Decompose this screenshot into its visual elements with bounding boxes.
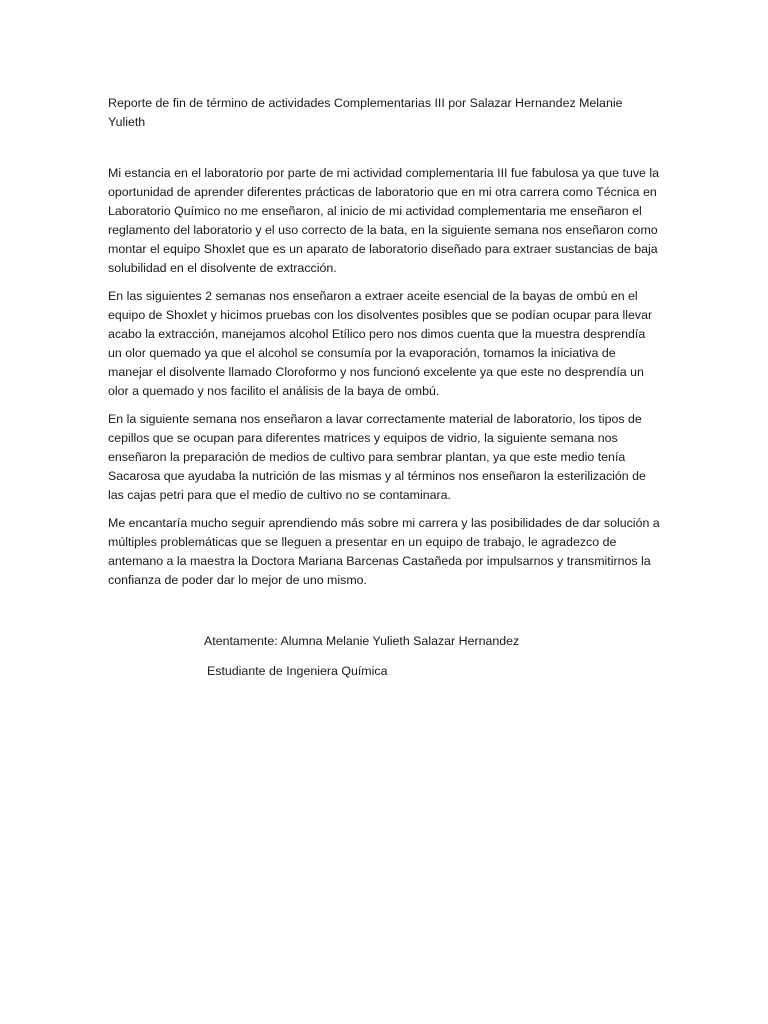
signature-closing: Atentamente: Alumna Melanie Yulieth Salazar Hernandez bbox=[204, 634, 520, 648]
document-title: Reporte de fin de término de actividades Complementarias III por Salazar Hernandez Melanie Yulieth bbox=[108, 96, 623, 129]
paragraph-lab-stay: Mi estancia en el laboratorio por parte de mi actividad complementaria III fue fabulosa ya que tuve la oportunidad de aprender diferentes prácticas de laboratorio que en mi otra carrera como Técnica en Laboratorio Químico no me enseñaron, al inicio de mi actividad complementaria me enseñaron el reglamento del laboratorio y el uso correcto de la bata, en la siguiente semana nos enseñaron como montar el equipo Shoxlet que es un aparato de laboratorio diseñado para extraer sustancias de baja solubilidad en el disolvente de extracción. bbox=[108, 166, 660, 275]
document-body bbox=[108, 164, 660, 599]
paragraph-gratitude: Me encantaría mucho seguir aprendiendo más sobre mi carrera y las posibilidades de dar solución a múltiples problemáticas que se lleguen a presentar en un equipo de trabajo, le agradezco de antemano a la maestra la Doctora Mariana Barcenas Castañeda por impulsarnos y transmitirnos la confianza de poder dar lo mejor de uno mismo. bbox=[108, 516, 660, 587]
signature-role: Estudiante de Ingeniera Química bbox=[207, 664, 388, 678]
paragraph-cleaning-cultures: En la siguiente semana nos enseñaron a lavar correctamente material de laboratorio, los tipos de cepillos que se ocupan para diferentes matrices y equipos de vidrio, la siguiente semana nos enseñaron la preparación de medios de cultivo para sembrar plantan, ya que este medio tenía Sacarosa que ayudaba la nutrición de las mismas y al términos nos enseñaron la esterilización de las cajas petri para que el medio de cultivo no se contaminara. bbox=[108, 412, 646, 502]
paragraph-extraction: En las siguientes 2 semanas nos enseñaron a extraer aceite esencial de la bayas de ombú en el equipo de Shoxlet y hicimos pruebas con los disolventes posibles que se podían ocupar para llevar acabo la extracción, manejamos alcohol Etílico pero nos dimos cuenta que la muestra desprendía un olor quemado ya que el alcohol se consumía por la evaporación, tomamos la iniciativa de manejar el disolvente llamado Cloroformo y nos funcionó excelente ya que este no desprendía un olor a quemado y nos facilito el análisis de la baya de ombú. bbox=[108, 289, 653, 398]
